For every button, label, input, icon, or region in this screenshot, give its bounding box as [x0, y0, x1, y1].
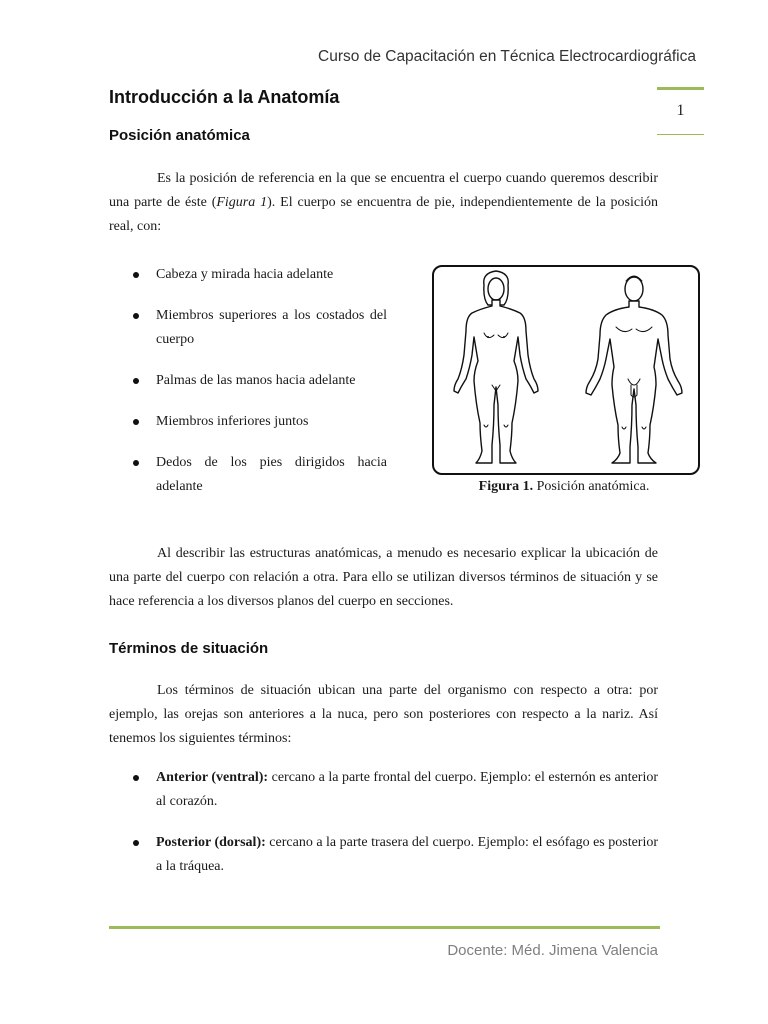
terms-intro-paragraph: Los términos de situación ubican una parte del organismo con respecto a otra: por ejemplo, las orejas son anteriores a la nuca, pero son posteriores con respecto a la nariz. Así tenemos los siguientes términos: [109, 683, 658, 746]
human-figures-illustration [434, 267, 698, 473]
footer-divider [109, 926, 660, 929]
list-item [109, 263, 387, 287]
term-label: Anterior (ventral): [156, 770, 269, 785]
term-item [109, 766, 658, 814]
anatomical-position-list [109, 263, 387, 499]
intro-text-before: Es la posición de referencia en la que se encuentra el cuerpo cuando queremos describir una parte de éste ( [109, 171, 658, 210]
bullet-icon [133, 840, 139, 846]
intro-paragraph [109, 167, 658, 239]
footer-author: Docente: Méd. Jimena Valencia [447, 942, 658, 959]
page-title: Introducción a la Anatomía [109, 87, 340, 107]
bullet-icon [133, 775, 139, 781]
list-item-text: Miembros superiores a los costados del cuerpo [156, 308, 387, 347]
bullet-icon [133, 313, 139, 319]
section-title-terminos: Términos de situación [109, 640, 269, 657]
page-number-box [657, 87, 704, 135]
anatomical-position-figure [432, 265, 700, 475]
bullet-icon [133, 419, 139, 425]
section-title-posicion: Posición anatómica [109, 127, 250, 144]
male-figure-icon [586, 276, 682, 463]
list-item [109, 451, 387, 499]
term-label: Posterior (dorsal): [156, 835, 266, 850]
figure-caption-text: Posición anatómica. [536, 479, 650, 494]
list-item [109, 369, 387, 393]
list-item-text: Dedos de los pies dirigidos hacia adelante [156, 455, 387, 494]
bullet-icon [133, 378, 139, 384]
page-number: 1 [676, 102, 685, 119]
bullet-icon [133, 272, 139, 278]
figure-caption-label: Figura 1. [478, 479, 534, 494]
list-item-text: Cabeza y mirada hacia adelante [156, 267, 334, 282]
figure-reference: Figura 1 [216, 195, 268, 210]
list-item-text: Miembros inferiores juntos [156, 414, 309, 429]
list-item [109, 304, 387, 352]
list-item [109, 410, 387, 434]
term-item [109, 831, 658, 879]
running-header: Curso de Capacitación en Técnica Electrocardiográfica [318, 48, 696, 65]
terms-list [109, 766, 658, 879]
female-figure-icon [454, 271, 538, 463]
paragraph-structures: Al describir las estructuras anatómicas, a menudo es necesario explicar la ubicación de una parte del cuerpo con relación a otra. Para ello se utilizan diversos términos de situación y se hace referencia a los diversos planos del cuerpo en secciones. [109, 546, 658, 609]
term-definition: cercano a la parte trasera del cuerpo. Ejemplo: el esófago es posterior a la tráquea. [156, 835, 659, 874]
figure-caption [432, 479, 696, 495]
list-item-text: Palmas de las manos hacia adelante [156, 373, 356, 388]
bullet-icon [133, 460, 139, 466]
intro-text-after: ). El cuerpo se encuentra de pie, independientemente de la posición real, con: [109, 195, 659, 234]
term-definition: cercano a la parte frontal del cuerpo. Ejemplo: el esternón es anterior al corazón. [156, 770, 659, 809]
